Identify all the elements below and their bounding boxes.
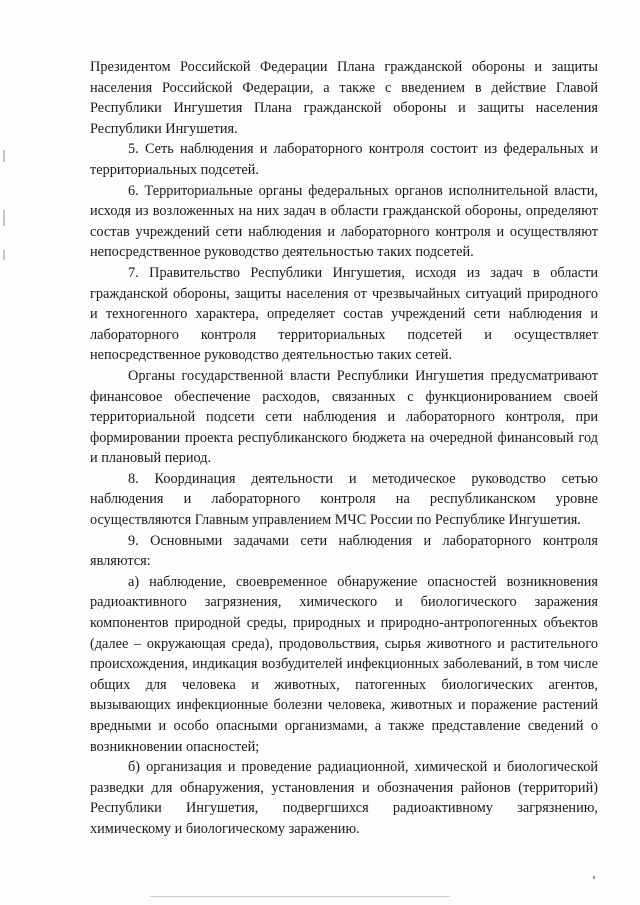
scan-edge-mark <box>3 250 5 260</box>
paragraph-subitem-a: а) наблюдение, своевременное обнаружение опасностей возникновения радиоактивного загрязнения, химического и биологического заражения компонентов природной среды, природных и природно-антропогенных объектов (далее – окружающая среда), продовольствия, сырья животного и растительного происхождения, индикация возбудителей инфекционных заболеваний, в том числе общих для человека и животных, патогенных биологических агентов, вызывающих инфекционные болезни человека, животных и поражение растений вредными и особо опасными организмами, а также представление сведений о возникновении опасностей; <box>90 573 598 755</box>
paragraph-item-8: 8. Координация деятельности и методическое руководство сетью наблюдения и лабораторного контроля на республиканском уровне осуществляются Главным управлением МЧС России по Республике Ингушетия. <box>90 470 598 529</box>
paragraph-subitem-b: б) организация и проведение радиационной, химической и биологической разведки для обнаружения, установления и обозначения районов (территорий) Республики Ингушетия, подвергшихся радиоактивному загрязнению, химическому и биологическому заражению. <box>90 759 598 837</box>
paragraph-item-5: 5. Сеть наблюдения и лабораторного контроля состоит из федеральных и территориальных подсетей. <box>90 141 598 178</box>
paragraph-item-9: 9. Основными задачами сети наблюдения и лабораторного контроля являются: <box>90 532 598 570</box>
paragraph-budget: Органы государственной власти Республики Ингушетия предусматривают финансовое обеспечение расходов, связанных с функционированием своей территориальной подсети сети наблюдения и лабораторного контроля, при формировании проекта республиканского бюджета на очередной финансовый год и плановый период. <box>90 367 598 467</box>
document-body <box>90 57 598 840</box>
scan-bottom-edge <box>150 896 450 897</box>
scan-speck <box>593 876 595 879</box>
paragraph-continuation: Президентом Российской Федерации Плана гражданской обороны и защиты населения Российской Федерации, а также с введением в действие Главой Республики Ингушетия Плана гражданской обороны и защиты населения Республики Ингушетия. <box>90 59 598 137</box>
paragraph-item-7: 7. Правительство Республики Ингушетия, исходя из задач в области гражданской обороны, защиты населения от чрезвычайных ситуаций природного и техногенного характера, определяет состав учреждений сети наблюдения и лабораторного контроля территориальных подсетей и осуществляет непосредственное руководство деятельностью таких сетей. <box>90 264 598 364</box>
scan-edge-mark <box>3 210 5 226</box>
paragraph-item-6: 6. Территориальные органы федеральных органов исполнительной власти, исходя из возложенных на них задач в области гражданской обороны, определяют состав учреждений сети наблюдения и лабораторного контроля и осуществляют непосредственное руководство деятельностью таких подсетей. <box>90 182 598 261</box>
scan-edge-mark <box>3 150 5 162</box>
